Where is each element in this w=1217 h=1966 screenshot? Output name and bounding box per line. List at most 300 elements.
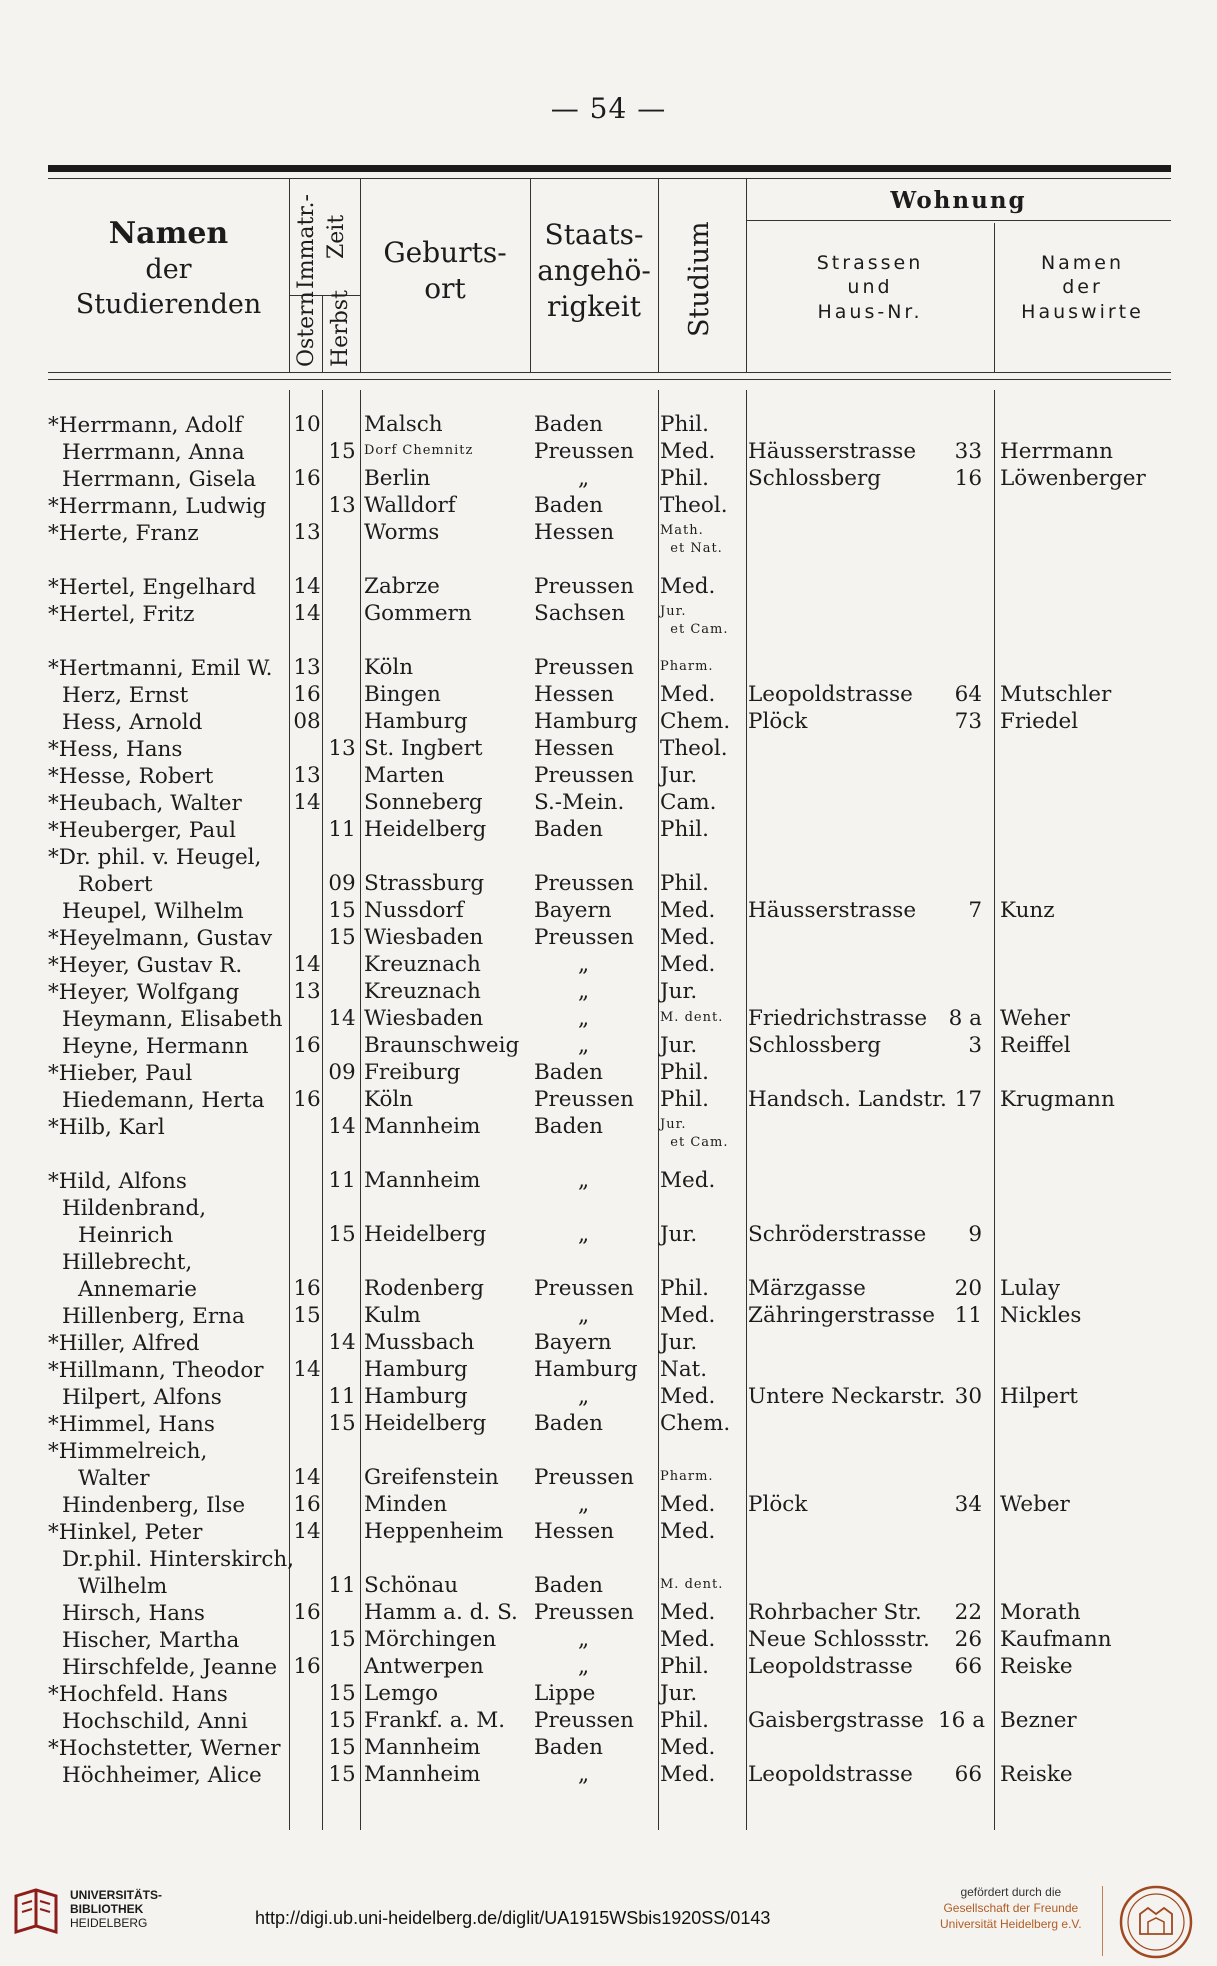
nationality: Baden <box>534 1060 603 1085</box>
field-of-study: Pharm. <box>660 659 714 674</box>
nationality: Preussen <box>534 763 634 788</box>
nationality: „ <box>578 1033 590 1058</box>
ostern-semester: 15 <box>293 1303 321 1328</box>
header-strassen-line1: Strassen <box>816 252 924 274</box>
student-name <box>48 412 283 439</box>
field-of-study: Jur. et Cam. <box>660 1117 729 1150</box>
header-strassen-line2: und <box>847 276 893 299</box>
sponsor-block <box>940 1884 1082 1932</box>
student-name <box>48 466 283 493</box>
herbst-semester: 11 <box>328 1384 356 1409</box>
student-name-line: *Heyer, Gustav R. <box>48 953 243 978</box>
student-name-line: Hindenberg, Ilse <box>62 1493 246 1518</box>
street: Handsch. Landstr. <box>748 1087 947 1112</box>
field-of-study: Med. <box>660 439 716 464</box>
student-name-line: Heyne, Hermann <box>62 1034 249 1059</box>
table-row <box>48 1114 1171 1168</box>
birthplace: Kreuznach <box>364 952 481 977</box>
nationality: Bayern <box>534 1330 612 1355</box>
student-name-line: Annemarie <box>78 1277 198 1302</box>
nationality: S.-Mein. <box>534 790 625 815</box>
student-name <box>48 1411 283 1438</box>
ostern-semester: 16 <box>293 466 321 491</box>
student-name <box>48 952 283 979</box>
nationality: „ <box>578 1222 590 1247</box>
house-number: 16 a <box>938 1708 986 1733</box>
table-row <box>48 1033 1171 1060</box>
birthplace: Freiburg <box>364 1060 461 1085</box>
header-geburtsort <box>360 235 530 307</box>
student-name <box>48 979 283 1006</box>
field-of-study: Med. <box>660 1762 716 1787</box>
herbst-semester: 15 <box>328 1627 356 1652</box>
landlord: Friedel <box>1000 709 1079 734</box>
birthplace: Köln <box>364 655 414 680</box>
field-of-study: Med. <box>660 1735 716 1760</box>
herbst-semester: 14 <box>328 1114 356 1139</box>
street: Rohrbacher Str. <box>748 1600 922 1625</box>
house-number: 30 <box>954 1384 982 1409</box>
student-name <box>48 1384 283 1411</box>
footer <box>0 1878 1217 1966</box>
student-name-line: *Himmel, Hans <box>48 1412 215 1437</box>
header-names <box>48 215 289 322</box>
student-name-line: Herrmann, Gisela <box>62 467 257 492</box>
nationality: „ <box>578 1762 590 1787</box>
table-row <box>48 574 1171 601</box>
student-name <box>48 1303 283 1330</box>
birthplace: Mussbach <box>364 1330 475 1355</box>
field-of-study: Theol. <box>660 493 728 518</box>
ostern-semester: 13 <box>293 655 321 680</box>
ostern-semester: 14 <box>293 601 321 626</box>
street: Leopoldstrasse <box>748 1654 913 1679</box>
top-rule-thin <box>48 178 1171 179</box>
table-row <box>48 1492 1171 1519</box>
table-row <box>48 466 1171 493</box>
header-ostern: Ostern <box>294 291 319 367</box>
student-name <box>48 1114 283 1141</box>
birthplace: Berlin <box>364 466 431 491</box>
landlord: Hilpert <box>1000 1384 1078 1409</box>
field-of-study: Med. <box>660 1627 716 1652</box>
field-of-study: Nat. <box>660 1357 708 1382</box>
student-name-line: *Heyer, Wolfgang <box>48 980 240 1005</box>
landlord: Lulay <box>1000 1276 1060 1301</box>
nationality: Hamburg <box>534 709 638 734</box>
student-name-line: Hirschfelde, Jeanne <box>62 1655 278 1680</box>
source-url[interactable]: http://digi.ub.uni-heidelberg.de/diglit/UA1915WSbis1920SS/0143 <box>255 1908 771 1928</box>
herbst-semester: 15 <box>328 1708 356 1733</box>
header-zeit: Zeit <box>324 214 349 259</box>
header-staat-line1: Staats- <box>544 218 644 251</box>
student-name <box>48 1600 283 1627</box>
ostern-semester: 13 <box>293 520 321 545</box>
nationality: Preussen <box>534 655 634 680</box>
table-row <box>48 1087 1171 1114</box>
nationality: Hessen <box>534 1519 615 1544</box>
birthplace: Kulm <box>364 1303 421 1328</box>
landlord: Reiske <box>1000 1654 1073 1679</box>
table-row <box>48 1519 1171 1546</box>
nationality: Preussen <box>534 1600 634 1625</box>
student-name <box>48 1762 283 1789</box>
student-name-line: *Hild, Alfons <box>48 1169 187 1194</box>
field-of-study: Jur. <box>660 1222 698 1247</box>
table-row <box>48 925 1171 952</box>
nationality: Baden <box>534 412 603 437</box>
table-row <box>48 1600 1171 1627</box>
birthplace: Hamburg <box>364 709 468 734</box>
nationality: Preussen <box>534 439 634 464</box>
herbst-semester: 15 <box>328 1681 356 1706</box>
field-of-study: Cam. <box>660 790 717 815</box>
student-name <box>48 1519 283 1546</box>
house-number: 33 <box>954 439 982 464</box>
nationality: „ <box>578 1627 590 1652</box>
field-of-study: Phil. <box>660 1708 709 1733</box>
ostern-semester: 16 <box>293 1033 321 1058</box>
nationality: Baden <box>534 1573 603 1598</box>
table-row <box>48 763 1171 790</box>
field-of-study: Phil. <box>660 1087 709 1112</box>
student-name-line: Hochschild, Anni <box>62 1709 248 1734</box>
nationality: Preussen <box>534 1708 634 1733</box>
street: Schlossberg <box>748 466 882 491</box>
birthplace: Nussdorf <box>364 898 464 923</box>
header-hauswirte-line3: Hauswirte <box>1021 300 1144 323</box>
house-number: 64 <box>954 682 982 707</box>
student-name-line: *Heuberger, Paul <box>48 818 236 843</box>
student-name <box>48 736 283 763</box>
house-number: 66 <box>954 1762 982 1787</box>
student-name-line: Herrmann, Anna <box>62 440 245 465</box>
student-name-line: *Hinkel, Peter <box>48 1520 203 1545</box>
table-row <box>48 1762 1171 1789</box>
herbst-semester: 11 <box>328 1573 356 1598</box>
student-name <box>48 1627 283 1654</box>
birthplace: Antwerpen <box>364 1654 484 1679</box>
house-number: 66 <box>954 1654 982 1679</box>
ostern-semester: 14 <box>293 952 321 977</box>
birthplace: Sonneberg <box>364 790 483 815</box>
student-name <box>48 1681 283 1708</box>
table-row <box>48 1627 1171 1654</box>
student-name-line: *Hiller, Alfred <box>48 1331 200 1356</box>
ostern-semester: 14 <box>293 574 321 599</box>
field-of-study: Jur. <box>660 1033 698 1058</box>
birthplace: Mannheim <box>364 1168 481 1193</box>
student-name-line: Herz, Ernst <box>62 683 189 708</box>
house-number: 8 a <box>948 1006 982 1031</box>
street: Friedrichstrasse <box>748 1006 928 1031</box>
student-name-line: Höchheimer, Alice <box>62 1763 262 1788</box>
col-divider <box>322 295 323 372</box>
table-row <box>48 790 1171 817</box>
student-name-line: Hillenberg, Erna <box>62 1304 245 1329</box>
field-of-study: Med. <box>660 682 716 707</box>
birthplace: Gommern <box>364 601 472 626</box>
herbst-semester: 15 <box>328 1762 356 1787</box>
table-row <box>48 844 1171 898</box>
student-name-line: *Herte, Franz <box>48 521 199 546</box>
table-row <box>48 817 1171 844</box>
landlord: Reiffel <box>1000 1033 1071 1058</box>
field-of-study: Pharm. <box>660 1469 714 1484</box>
field-of-study: Med. <box>660 1303 716 1328</box>
table-row <box>48 682 1171 709</box>
herbst-semester: 11 <box>328 1168 356 1193</box>
herbst-semester: 15 <box>328 898 356 923</box>
field-of-study: Phil. <box>660 1276 709 1301</box>
house-number: 22 <box>954 1600 982 1625</box>
table-row <box>48 1654 1171 1681</box>
street: Leopoldstrasse <box>748 1762 913 1787</box>
header-staat <box>530 217 658 324</box>
birthplace: Mörchingen <box>364 1627 497 1652</box>
student-name <box>48 1168 283 1195</box>
birthplace: Hamburg <box>364 1357 468 1382</box>
birthplace: Rodenberg <box>364 1276 484 1301</box>
student-name <box>48 925 283 952</box>
student-name-line: *Hertel, Engelhard <box>48 575 257 600</box>
field-of-study: Jur. <box>660 979 698 1004</box>
student-name-line: *Hochstetter, Werner <box>48 1736 281 1761</box>
herbst-semester: 15 <box>328 1411 356 1436</box>
student-name-line: *Dr. phil. v. Heugel, <box>48 845 262 870</box>
birthplace: Heidelberg <box>364 1222 487 1247</box>
nationality: Hessen <box>534 682 615 707</box>
house-number: 73 <box>954 709 982 734</box>
student-name-line: Hildenbrand, <box>62 1196 207 1221</box>
student-name <box>48 1330 283 1357</box>
landlord: Krugmann <box>1000 1087 1115 1112</box>
header-hauswirte-line2: der <box>1062 276 1103 299</box>
table-row <box>48 1357 1171 1384</box>
student-name-line: Dr.phil. Hinterskirch, <box>62 1547 295 1572</box>
birthplace: Worms <box>364 520 440 545</box>
header-herbst: Herbst <box>328 290 353 367</box>
landlord: Nickles <box>1000 1303 1082 1328</box>
street: Plöck <box>748 709 808 734</box>
birthplace: Heidelberg <box>364 817 487 842</box>
student-name-line: *Himmelreich, <box>48 1439 208 1464</box>
ostern-semester: 14 <box>293 790 321 815</box>
nationality: Bayern <box>534 898 612 923</box>
table-row <box>48 412 1171 439</box>
street: Schröderstrasse <box>748 1222 927 1247</box>
table-row <box>48 709 1171 736</box>
student-name <box>48 844 283 898</box>
student-name-line: Hischer, Martha <box>62 1628 240 1653</box>
street: Häusserstrasse <box>748 439 917 464</box>
student-name <box>48 1708 283 1735</box>
nationality: Baden <box>534 1735 603 1760</box>
herbst-semester: 11 <box>328 817 356 842</box>
student-name <box>48 1735 283 1762</box>
table-row <box>48 655 1171 682</box>
student-name-line: Hilpert, Alfons <box>62 1385 222 1410</box>
herbst-semester: 15 <box>328 925 356 950</box>
student-name-line: Robert <box>78 872 153 897</box>
landlord: Kunz <box>1000 898 1055 923</box>
nationality: Preussen <box>534 871 634 896</box>
student-name <box>48 1357 283 1384</box>
field-of-study: Phil. <box>660 817 709 842</box>
herbst-semester: 13 <box>328 493 356 518</box>
house-number: 3 <box>968 1033 982 1058</box>
header-wohnung: Wohnung <box>890 187 1027 214</box>
birthplace: Wiesbaden <box>364 1006 484 1031</box>
nationality: Preussen <box>534 1276 634 1301</box>
field-of-study: M. dent. <box>660 1577 724 1592</box>
ostern-semester: 14 <box>293 1465 321 1490</box>
nationality: Preussen <box>534 1465 634 1490</box>
library-name-line1: UNIVERSITÄTS- <box>70 1888 163 1902</box>
herbst-semester: 09 <box>328 871 356 896</box>
header-bottom-rule-2 <box>48 379 1171 380</box>
student-name <box>48 1546 295 1600</box>
nationality: Baden <box>534 1411 603 1436</box>
herbst-semester: 15 <box>328 1222 356 1247</box>
table-row <box>48 1546 1171 1600</box>
sponsor-line1: Gesellschaft der Freunde <box>943 1901 1079 1915</box>
birthplace: Hamm a. d. S. <box>364 1600 518 1625</box>
library-book-icon <box>12 1886 60 1938</box>
field-of-study: Phil. <box>660 1060 709 1085</box>
landlord: Morath <box>1000 1600 1081 1625</box>
landlord: Herrmann <box>1000 439 1113 464</box>
header-immatr: Immatr.- <box>294 194 319 289</box>
student-name <box>48 790 283 817</box>
birthplace: Lemgo <box>364 1681 439 1706</box>
student-name-line: Hiedemann, Herta <box>62 1088 265 1113</box>
table-row <box>48 1249 1171 1303</box>
nationality: „ <box>578 1006 590 1031</box>
birthplace: Heppenheim <box>364 1519 504 1544</box>
nationality: „ <box>578 1654 590 1679</box>
street: Zähringerstrasse <box>748 1303 935 1328</box>
house-number: 16 <box>954 466 982 491</box>
house-number: 26 <box>954 1627 982 1652</box>
student-name <box>48 682 283 709</box>
street: Märzgasse <box>748 1276 866 1301</box>
student-name-line: *Hesse, Robert <box>48 764 214 789</box>
house-number: 20 <box>954 1276 982 1301</box>
table-row <box>48 736 1171 763</box>
street: Neue Schlossstr. <box>748 1627 930 1652</box>
birthplace: Walldorf <box>364 493 456 518</box>
birthplace: Bingen <box>364 682 441 707</box>
student-name <box>48 655 283 682</box>
ostern-semester: 16 <box>293 1600 321 1625</box>
student-name <box>48 763 283 790</box>
herbst-semester: 13 <box>328 736 356 761</box>
student-name <box>48 1249 283 1303</box>
ostern-semester: 16 <box>293 1654 321 1679</box>
house-number: 34 <box>954 1492 982 1517</box>
header-strassen-line3: Haus-Nr. <box>817 300 923 323</box>
table-row <box>48 1681 1171 1708</box>
house-number: 7 <box>968 898 982 923</box>
nationality: „ <box>578 1168 590 1193</box>
student-name-line: Heinrich <box>78 1223 174 1248</box>
student-name <box>48 493 283 520</box>
birthplace: Strassburg <box>364 871 485 896</box>
nationality: „ <box>578 1303 590 1328</box>
field-of-study: Med. <box>660 1492 716 1517</box>
birthplace: Mannheim <box>364 1114 481 1139</box>
birthplace: Wiesbaden <box>364 925 484 950</box>
ostern-semester: 13 <box>293 979 321 1004</box>
header-studium: Studium <box>684 221 715 337</box>
student-name-line: *Hertel, Fritz <box>48 602 195 627</box>
nationality: Preussen <box>534 925 634 950</box>
birthplace: Heidelberg <box>364 1411 487 1436</box>
nationality: Baden <box>534 493 603 518</box>
student-name-line: Hirsch, Hans <box>62 1601 205 1626</box>
table-row <box>48 898 1171 925</box>
landlord: Reiske <box>1000 1762 1073 1787</box>
table-row <box>48 1195 1171 1249</box>
student-name <box>48 1060 283 1087</box>
wohnung-divider <box>746 220 1171 221</box>
nationality: Hessen <box>534 520 615 545</box>
street: Untere Neckarstr. <box>748 1384 946 1409</box>
birthplace: Kreuznach <box>364 979 481 1004</box>
street: Häusserstrasse <box>748 898 917 923</box>
university-seal-icon <box>1118 1884 1194 1960</box>
field-of-study: Med. <box>660 574 716 599</box>
student-name-line: *Hillmann, Theodor <box>48 1358 264 1383</box>
landlord: Löwenberger <box>1000 466 1146 491</box>
student-name-line: *Heubach, Walter <box>48 791 242 816</box>
table-row <box>48 1303 1171 1330</box>
landlord: Bezner <box>1000 1708 1077 1733</box>
birthplace: St. Ingbert <box>364 736 483 761</box>
student-name-line: Wilhelm <box>78 1574 168 1599</box>
sponsor-intro: gefördert durch die <box>960 1885 1062 1899</box>
library-name-line3: HEIDELBERG <box>70 1916 148 1930</box>
nationality: Baden <box>534 1114 603 1139</box>
header-strassen <box>746 251 994 324</box>
nationality: Hamburg <box>534 1357 638 1382</box>
field-of-study: Chem. <box>660 709 731 734</box>
field-of-study: Med. <box>660 925 716 950</box>
nationality: Preussen <box>534 1087 634 1112</box>
header-staat-line3: rigkeit <box>546 289 641 323</box>
ostern-semester: 16 <box>293 1087 321 1112</box>
field-of-study: Phil. <box>660 871 709 896</box>
student-name-line: *Heyelmann, Gustav <box>48 926 273 951</box>
table-row <box>48 1168 1171 1195</box>
nationality: „ <box>578 1384 590 1409</box>
student-name-line: *Herrmann, Ludwig <box>48 494 267 519</box>
field-of-study: Math. et Nat. <box>660 523 723 556</box>
student-name-line: Hillebrecht, <box>62 1250 193 1275</box>
student-name-line: *Hieber, Paul <box>48 1061 193 1086</box>
field-of-study: Chem. <box>660 1411 731 1436</box>
student-name-line: *Hertmanni, Emil W. <box>48 656 273 681</box>
header-staat-line2: angehö- <box>537 253 651 287</box>
ostern-semester: 16 <box>293 1276 321 1301</box>
field-of-study: Med. <box>660 1384 716 1409</box>
birthplace: Malsch <box>364 412 443 437</box>
student-name <box>48 817 283 844</box>
table-row <box>48 1330 1171 1357</box>
birthplace: Zabrze <box>364 574 440 599</box>
field-of-study: Med. <box>660 898 716 923</box>
